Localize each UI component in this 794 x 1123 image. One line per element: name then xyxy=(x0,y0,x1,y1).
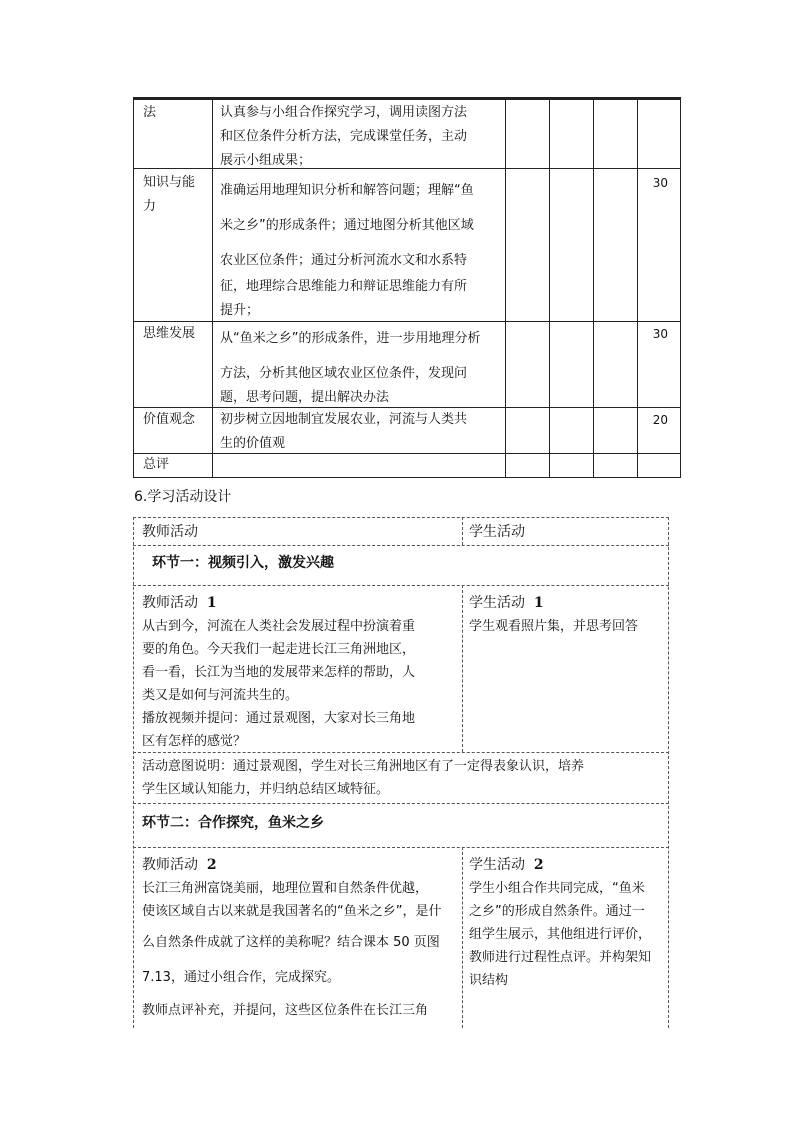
activity-line: 学生观看照片集，并思考回答 xyxy=(469,619,639,634)
table-top-border xyxy=(134,98,680,100)
activity-line: 使该区域自古以来就是我国著名的“鱼米之乡”，是什 xyxy=(142,904,442,919)
activity-line: 组学生展示，其他组进行评价， xyxy=(469,927,652,942)
activity-line: 么自然条件成就了这样的美称呢？结合课本 50 页图 xyxy=(142,935,440,950)
criterion-cell: 法 xyxy=(143,105,157,120)
activity-number: 1 xyxy=(533,595,544,611)
activity-line: 看一看，长江为当地的发展带来怎样的帮助，人 xyxy=(142,665,416,680)
activity-number: 2 xyxy=(206,857,217,873)
label-text: 教师活动 xyxy=(142,857,198,873)
description-line: 征，地理综合思维能力和辩证思维能力有所 xyxy=(220,279,468,294)
dashed-rule xyxy=(133,517,134,1028)
activity-line: 教师点评补充，并提问，这些区位条件在长江三角 xyxy=(142,1003,429,1018)
intent-line: 学生区域认知能力，并归纳总结区域特征。 xyxy=(142,782,390,797)
intent-line: 活动意图说明：通过景观图，学生对长三角洲地区有了一定得表象认识，培养 xyxy=(142,759,585,774)
activity-line: 类又是如何与河流共生的。 xyxy=(142,688,299,703)
description-line: 米之乡”的形成条件；通过地图分析其他区域 xyxy=(220,218,474,233)
dashed-rule xyxy=(462,585,463,752)
label-text: 学生活动 xyxy=(469,857,525,873)
description-line: 认真参与小组合作探究学习，调用读图方法 xyxy=(220,105,468,120)
student-activity-header: 学生活动 xyxy=(469,524,525,540)
teacher-activity-label xyxy=(142,854,460,877)
stage-2-title: 环节二：合作探究，鱼米之乡 xyxy=(142,815,324,831)
description-line: 生的价值观 xyxy=(220,436,286,451)
dashed-rule xyxy=(133,847,669,848)
activity-line: 长江三角洲富饶美丽，地理位置和自然条件优越， xyxy=(142,881,429,896)
criterion-cell xyxy=(143,171,213,219)
description-cell xyxy=(220,176,505,323)
stage-1-teacher-cell xyxy=(142,592,460,753)
section-title: 6.学习活动设计 xyxy=(134,489,232,505)
dashed-rule xyxy=(133,545,669,546)
description-line: 准确运用地理知识分析和解答问题；理解“鱼 xyxy=(220,183,474,198)
description-line: 和区位条件分析方法，完成课堂任务，主动 xyxy=(220,129,468,144)
activity-line: 之乡”的形成自然条件。通过一 xyxy=(469,904,645,919)
criterion-cell: 价值观念 xyxy=(143,412,196,427)
description-line: 展示小组成果； xyxy=(220,153,312,168)
column-divider xyxy=(593,98,594,477)
score-cell: 20 xyxy=(652,413,668,427)
student-activity-label xyxy=(469,854,665,877)
description-line: 提升； xyxy=(220,303,260,318)
criterion-line: 力 xyxy=(143,199,157,214)
description-line: 从“鱼米之乡”的形成条件，进一步用地理分析 xyxy=(220,331,481,346)
description-line: 方法，分析其他区域农业区位条件，发现问 xyxy=(220,366,468,381)
stage-2-teacher-cell xyxy=(142,854,460,1022)
dashed-rule xyxy=(133,517,669,518)
dashed-rule xyxy=(462,847,463,1028)
dashed-rule xyxy=(462,517,463,545)
label-text: 教师活动 xyxy=(142,595,198,611)
column-divider xyxy=(505,98,506,477)
column-divider xyxy=(549,98,550,477)
activity-line: 播放视频并提问：通过景观图，大家对长三角地 xyxy=(142,711,416,726)
dashed-rule xyxy=(133,803,669,804)
score-cell: 30 xyxy=(652,327,668,341)
description-line: 农业区位条件；通过分析河流水文和水系特 xyxy=(220,253,468,268)
teacher-activity-label xyxy=(142,592,460,615)
teacher-activity-header: 教师活动 xyxy=(142,524,198,540)
activity-line: 区有怎样的感觉？ xyxy=(142,734,247,749)
description-line: 初步树立因地制宜发展农业，河流与人类共 xyxy=(220,412,468,427)
activity-number: 2 xyxy=(533,857,544,873)
description-cell xyxy=(220,408,505,456)
stage-2-student-cell xyxy=(469,854,665,992)
dashed-rule xyxy=(668,517,669,1028)
stage-1-title: 环节一：视频引入，激发兴趣 xyxy=(152,555,334,571)
description-line: 题，思考问题，提出解决办法 xyxy=(220,390,390,405)
activity-intent xyxy=(142,755,664,801)
student-activity-label xyxy=(469,592,665,615)
description-cell xyxy=(220,101,505,173)
evaluation-table xyxy=(133,97,681,478)
description-cell xyxy=(220,327,505,410)
activity-table xyxy=(133,517,669,1028)
activity-line: 7.13，通过小组合作，完成探究。 xyxy=(142,970,340,985)
criterion-cell: 思维发展 xyxy=(143,326,196,341)
activity-number: 1 xyxy=(206,595,217,611)
criterion-line: 知识与能 xyxy=(143,175,196,190)
activity-line: 识结构 xyxy=(469,973,509,988)
dashed-rule xyxy=(133,585,669,586)
activity-line: 学生小组合作共同完成，“鱼米 xyxy=(469,881,645,896)
activity-line: 教师进行过程性点评。并构架知 xyxy=(469,950,652,965)
activity-line: 要的角色。今天我们一起走进长江三角洲地区， xyxy=(142,642,416,657)
criterion-cell: 总评 xyxy=(143,457,170,472)
score-cell: 30 xyxy=(652,176,668,190)
stage-1-student-cell xyxy=(469,592,665,638)
activity-line: 从古到今，河流在人类社会发展过程中扮演着重 xyxy=(142,619,416,634)
label-text: 学生活动 xyxy=(469,595,525,611)
